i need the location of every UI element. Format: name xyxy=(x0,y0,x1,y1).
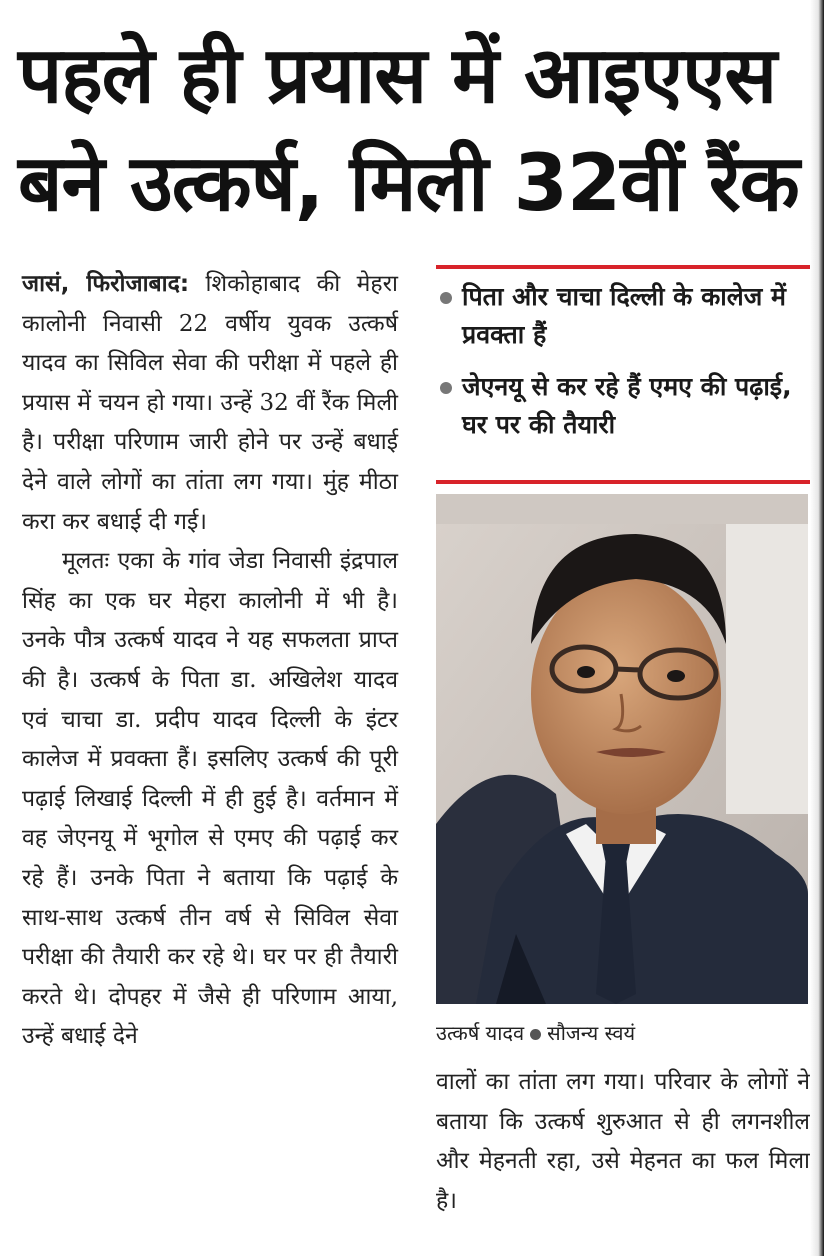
highlight-item xyxy=(436,368,810,444)
highlights-box xyxy=(436,278,810,458)
bullet-icon xyxy=(530,1029,541,1040)
highlight-text: जेएनयू से कर रहे हैं एमए की पढ़ाई, घर पर की तैयारी xyxy=(462,372,792,439)
article-continuation xyxy=(436,1063,810,1221)
caption-credit: सौजन्य स्वयं xyxy=(547,1021,636,1045)
page-edge-shadow xyxy=(810,0,824,1256)
headline xyxy=(18,22,808,238)
highlights-bottom-rule xyxy=(436,480,810,484)
portrait-photo xyxy=(436,494,808,1004)
article-paragraph-2: मूलतः एका के गांव जेडा निवासी इंद्रपाल सिंह का एक घर मेहरा कालोनी में भी है। उनके पौत्र उत्कर्ष यादव ने यह सफलता प्राप्त की है। उत्कर्ष के पिता डा. अखिलेश यादव एवं चाचा डा. प्रदीप यादव दिल्ली के इंटर कालेज में प्रवक्ता हैं। इसलिए उत्कर्ष की पूरी पढ़ाई लिखाई दिल्ली में ही हुई है। वर्तमान में वह जेएनयू में भूगोल से एमए की पढ़ाई कर रहे हैं। उनके पिता ने बताया कि पढ़ाई के साथ-साथ उत्कर्ष तीन वर्ष से सिविल सेवा परीक्षा की तैयारी कर रहे थे। घर पर ही तैयारी करते थे। दोपहर में जैसे ही परिणाम आया, उन्हें बधाई देने xyxy=(22,548,398,1050)
caption-name: उत्कर्ष यादव xyxy=(436,1021,525,1045)
bullet-icon xyxy=(440,292,452,304)
photo-caption xyxy=(436,1018,810,1048)
bullet-icon xyxy=(440,382,452,394)
highlight-text: पिता और चाचा दिल्ली के कालेज में प्रवक्ता हैं xyxy=(462,282,786,349)
portrait-illustration xyxy=(436,494,808,1004)
highlights-top-rule xyxy=(436,265,810,269)
article-paragraph-1 xyxy=(22,265,398,542)
headline-line-2: बने उत्कर्ष, मिली 32वीं रैंक xyxy=(18,139,799,229)
headline-line-1: पहले ही प्रयास में आइएएस xyxy=(18,31,777,121)
article-body xyxy=(22,265,398,1057)
article-paragraph-1-text: शिकोहाबाद की मेहरा कालोनी निवासी 22 वर्षीय युवक उत्कर्ष यादव का सिविल सेवा की परीक्षा में पहले ही प्रयास में चयन हो गया। उन्हें 32 वीं रैंक मिली है। परीक्षा परिणाम जारी होने पर उन्हें बधाई देने वाले लोगों का तांता लग गया। मुंह मीठा करा कर बधाई दी गई। xyxy=(22,271,399,535)
highlight-item xyxy=(436,278,810,354)
continuation-paragraph: वालों का तांता लग गया। परिवार के लोगों ने बताया कि उत्कर्ष शुरुआत से ही लगनशील और मेहनती रहा, उसे मेहनत का फल मिला है। xyxy=(436,1069,810,1214)
dateline: जासं, फिरोजाबाद: xyxy=(22,271,190,297)
